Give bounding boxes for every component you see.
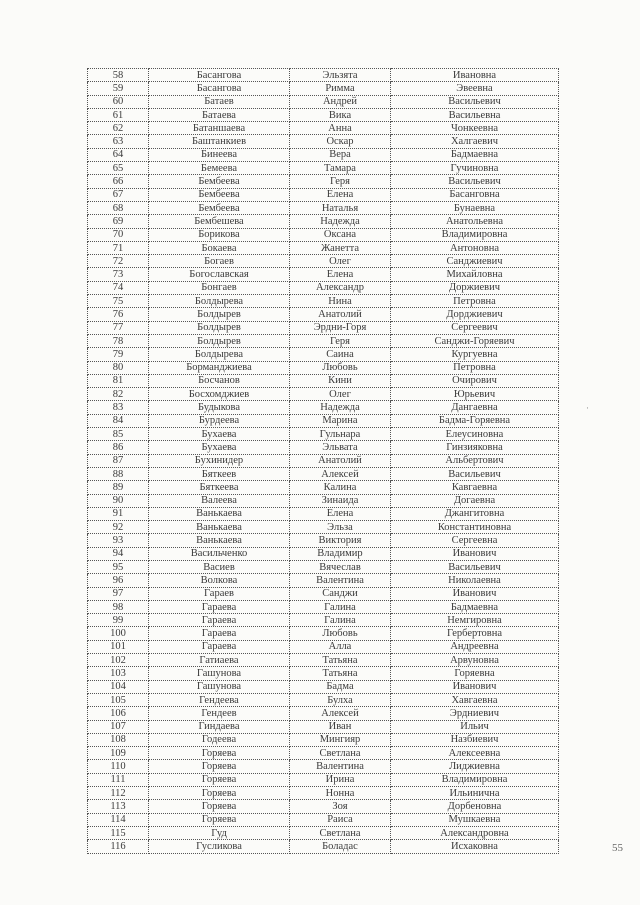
patronymic-cell: Исхаковна xyxy=(391,840,559,853)
first-name-cell: Бадма xyxy=(290,680,391,693)
patronymic-cell: Константиновна xyxy=(391,521,559,534)
table-row xyxy=(88,374,559,387)
table-row xyxy=(88,215,559,228)
patronymic-cell: Владимировна xyxy=(391,773,559,786)
patronymic-cell: Ильинична xyxy=(391,787,559,800)
table-row xyxy=(88,614,559,627)
row-number-cell: 87 xyxy=(88,454,149,467)
row-number-cell: 79 xyxy=(88,348,149,361)
last-name-cell: Баштанкиев xyxy=(149,135,290,148)
table-row xyxy=(88,800,559,813)
last-name-cell: Ванькаева xyxy=(149,534,290,547)
first-name-cell: Тамара xyxy=(290,162,391,175)
row-number-cell: 82 xyxy=(88,388,149,401)
table-row xyxy=(88,760,559,773)
table-row xyxy=(88,321,559,334)
last-name-cell: Васиев xyxy=(149,560,290,573)
first-name-cell: Эльзята xyxy=(290,69,391,82)
row-number-cell: 73 xyxy=(88,268,149,281)
first-name-cell: Жанетта xyxy=(290,241,391,254)
row-number-cell: 64 xyxy=(88,148,149,161)
table-row xyxy=(88,122,559,135)
patronymic-cell: Гинзияковна xyxy=(391,441,559,454)
table-row xyxy=(88,467,559,480)
row-number-cell: 114 xyxy=(88,813,149,826)
table-row xyxy=(88,707,559,720)
row-number-cell: 61 xyxy=(88,108,149,121)
first-name-cell: Светлана xyxy=(290,826,391,839)
patronymic-cell: Николаевна xyxy=(391,574,559,587)
first-name-cell: Гульнара xyxy=(290,428,391,441)
patronymic-cell: Иванович xyxy=(391,547,559,560)
row-number-cell: 103 xyxy=(88,667,149,680)
first-name-cell: Андрей xyxy=(290,95,391,108)
row-number-cell: 102 xyxy=(88,654,149,667)
last-name-cell: Гараева xyxy=(149,640,290,653)
table-row xyxy=(88,95,559,108)
patronymic-cell: Джангитовна xyxy=(391,507,559,520)
last-name-cell: Болдырев xyxy=(149,308,290,321)
last-name-cell: Батаев xyxy=(149,95,290,108)
row-number-cell: 74 xyxy=(88,281,149,294)
patronymic-cell: Мушкаевна xyxy=(391,813,559,826)
last-name-cell: Басангова xyxy=(149,82,290,95)
table-row xyxy=(88,348,559,361)
last-name-cell: Бокаева xyxy=(149,241,290,254)
first-name-cell: Елена xyxy=(290,507,391,520)
table-row xyxy=(88,255,559,268)
first-name-cell: Геря xyxy=(290,175,391,188)
table-row xyxy=(88,747,559,760)
patronymic-cell: Алексеевна xyxy=(391,747,559,760)
first-name-cell: Татьяна xyxy=(290,667,391,680)
row-number-cell: 70 xyxy=(88,228,149,241)
names-table-body xyxy=(88,69,559,854)
row-number-cell: 63 xyxy=(88,135,149,148)
first-name-cell: Валентина xyxy=(290,760,391,773)
table-row xyxy=(88,361,559,374)
row-number-cell: 85 xyxy=(88,428,149,441)
patronymic-cell: Догаевна xyxy=(391,494,559,507)
row-number-cell: 89 xyxy=(88,481,149,494)
patronymic-cell: Васильевич xyxy=(391,560,559,573)
last-name-cell: Гараева xyxy=(149,600,290,613)
row-number-cell: 67 xyxy=(88,188,149,201)
first-name-cell: Раиса xyxy=(290,813,391,826)
first-name-cell: Марина xyxy=(290,414,391,427)
first-name-cell: Эрдни-Горя xyxy=(290,321,391,334)
last-name-cell: Горяева xyxy=(149,813,290,826)
table-row xyxy=(88,587,559,600)
first-name-cell: Алексей xyxy=(290,707,391,720)
table-row xyxy=(88,148,559,161)
row-number-cell: 91 xyxy=(88,507,149,520)
last-name-cell: Волкова xyxy=(149,574,290,587)
table-row xyxy=(88,201,559,214)
row-number-cell: 101 xyxy=(88,640,149,653)
patronymic-cell: Александровна xyxy=(391,826,559,839)
table-row xyxy=(88,733,559,746)
patronymic-cell: Горяевна xyxy=(391,667,559,680)
table-row xyxy=(88,69,559,82)
first-name-cell: Иван xyxy=(290,720,391,733)
last-name-cell: Бяткеева xyxy=(149,481,290,494)
row-number-cell: 59 xyxy=(88,82,149,95)
first-name-cell: Эльвата xyxy=(290,441,391,454)
last-name-cell: Басангова xyxy=(149,69,290,82)
first-name-cell: Надежда xyxy=(290,401,391,414)
patronymic-cell: Иванович xyxy=(391,680,559,693)
table-row xyxy=(88,560,559,573)
patronymic-cell: Ильич xyxy=(391,720,559,733)
table-row xyxy=(88,654,559,667)
last-name-cell: Гуд xyxy=(149,826,290,839)
first-name-cell: Геря xyxy=(290,334,391,347)
first-name-cell: Любовь xyxy=(290,361,391,374)
patronymic-cell: Петровна xyxy=(391,295,559,308)
row-number-cell: 93 xyxy=(88,534,149,547)
first-name-cell: Валентина xyxy=(290,574,391,587)
table-row xyxy=(88,507,559,520)
row-number-cell: 96 xyxy=(88,574,149,587)
row-number-cell: 69 xyxy=(88,215,149,228)
row-number-cell: 94 xyxy=(88,547,149,560)
first-name-cell: Владимир xyxy=(290,547,391,560)
last-name-cell: Ванькаева xyxy=(149,521,290,534)
table-row xyxy=(88,481,559,494)
patronymic-cell: Назбиевич xyxy=(391,733,559,746)
last-name-cell: Болдырев xyxy=(149,321,290,334)
last-name-cell: Борманджиева xyxy=(149,361,290,374)
last-name-cell: Бембеева xyxy=(149,188,290,201)
table-row xyxy=(88,241,559,254)
patronymic-cell: Очирович xyxy=(391,374,559,387)
row-number-cell: 72 xyxy=(88,255,149,268)
row-number-cell: 112 xyxy=(88,787,149,800)
last-name-cell: Гатиаева xyxy=(149,654,290,667)
patronymic-cell: Гучиновна xyxy=(391,162,559,175)
last-name-cell: Горяева xyxy=(149,760,290,773)
patronymic-cell: Васильевич xyxy=(391,95,559,108)
patronymic-cell: Немгировна xyxy=(391,614,559,627)
first-name-cell: Оксана xyxy=(290,228,391,241)
first-name-cell: Булха xyxy=(290,693,391,706)
first-name-cell: Алла xyxy=(290,640,391,653)
first-name-cell: Санджи xyxy=(290,587,391,600)
first-name-cell: Олег xyxy=(290,255,391,268)
table-row xyxy=(88,627,559,640)
table-row xyxy=(88,693,559,706)
last-name-cell: Батаншаева xyxy=(149,122,290,135)
last-name-cell: Гендеев xyxy=(149,707,290,720)
last-name-cell: Горяева xyxy=(149,787,290,800)
first-name-cell: Виктория xyxy=(290,534,391,547)
last-name-cell: Болдырев xyxy=(149,334,290,347)
table-row xyxy=(88,388,559,401)
row-number-cell: 78 xyxy=(88,334,149,347)
table-row xyxy=(88,268,559,281)
row-number-cell: 71 xyxy=(88,241,149,254)
last-name-cell: Годеева xyxy=(149,733,290,746)
patronymic-cell: Халгаевич xyxy=(391,135,559,148)
row-number-cell: 92 xyxy=(88,521,149,534)
last-name-cell: Бембешева xyxy=(149,215,290,228)
first-name-cell: Эльза xyxy=(290,521,391,534)
first-name-cell: Калина xyxy=(290,481,391,494)
table-row xyxy=(88,720,559,733)
patronymic-cell: Антоновна xyxy=(391,241,559,254)
table-row xyxy=(88,162,559,175)
row-number-cell: 68 xyxy=(88,201,149,214)
patronymic-cell: Ивановна xyxy=(391,69,559,82)
last-name-cell: Гиндаева xyxy=(149,720,290,733)
last-name-cell: Бонгаев xyxy=(149,281,290,294)
first-name-cell: Мингияр xyxy=(290,733,391,746)
row-number-cell: 90 xyxy=(88,494,149,507)
patronymic-cell: Бадмаевна xyxy=(391,148,559,161)
row-number-cell: 97 xyxy=(88,587,149,600)
patronymic-cell: Бунаевна xyxy=(391,201,559,214)
last-name-cell: Борикова xyxy=(149,228,290,241)
first-name-cell: Саина xyxy=(290,348,391,361)
row-number-cell: 110 xyxy=(88,760,149,773)
patronymic-cell: Михайловна xyxy=(391,268,559,281)
first-name-cell: Елена xyxy=(290,188,391,201)
first-name-cell: Татьяна xyxy=(290,654,391,667)
first-name-cell: Александр xyxy=(290,281,391,294)
row-number-cell: 80 xyxy=(88,361,149,374)
first-name-cell: Анатолий xyxy=(290,454,391,467)
table-row xyxy=(88,667,559,680)
patronymic-cell: Эвеевна xyxy=(391,82,559,95)
last-name-cell: Гараев xyxy=(149,587,290,600)
table-row xyxy=(88,787,559,800)
row-number-cell: 60 xyxy=(88,95,149,108)
first-name-cell: Наталья xyxy=(290,201,391,214)
table-row xyxy=(88,82,559,95)
row-number-cell: 58 xyxy=(88,69,149,82)
last-name-cell: Болдырева xyxy=(149,348,290,361)
patronymic-cell: Елеусиновна xyxy=(391,428,559,441)
row-number-cell: 83 xyxy=(88,401,149,414)
table-row xyxy=(88,295,559,308)
row-number-cell: 98 xyxy=(88,600,149,613)
last-name-cell: Бухинидер xyxy=(149,454,290,467)
first-name-cell: Галина xyxy=(290,614,391,627)
table-row xyxy=(88,534,559,547)
first-name-cell: Алексей xyxy=(290,467,391,480)
patronymic-cell: Андреевна xyxy=(391,640,559,653)
last-name-cell: Валеева xyxy=(149,494,290,507)
patronymic-cell: Басанговна xyxy=(391,188,559,201)
row-number-cell: 99 xyxy=(88,614,149,627)
table-row xyxy=(88,454,559,467)
table-row xyxy=(88,175,559,188)
last-name-cell: Гараева xyxy=(149,614,290,627)
first-name-cell: Надежда xyxy=(290,215,391,228)
page-number: 55 xyxy=(612,842,623,854)
patronymic-cell: Васильевич xyxy=(391,175,559,188)
last-name-cell: Бемеева xyxy=(149,162,290,175)
first-name-cell: Любовь xyxy=(290,627,391,640)
last-name-cell: Горяева xyxy=(149,773,290,786)
table-row xyxy=(88,547,559,560)
patronymic-cell: Бадма-Горяевна xyxy=(391,414,559,427)
first-name-cell: Олег xyxy=(290,388,391,401)
row-number-cell: 108 xyxy=(88,733,149,746)
patronymic-cell: Владимировна xyxy=(391,228,559,241)
patronymic-cell: Чонкеевна xyxy=(391,122,559,135)
first-name-cell: Нонна xyxy=(290,787,391,800)
row-number-cell: 104 xyxy=(88,680,149,693)
row-number-cell: 76 xyxy=(88,308,149,321)
names-table xyxy=(87,68,559,854)
row-number-cell: 105 xyxy=(88,693,149,706)
table-row xyxy=(88,428,559,441)
table-row xyxy=(88,414,559,427)
table-row xyxy=(88,494,559,507)
row-number-cell: 88 xyxy=(88,467,149,480)
patronymic-cell: Бадмаевна xyxy=(391,600,559,613)
patronymic-cell: Эрдниевич xyxy=(391,707,559,720)
row-number-cell: 100 xyxy=(88,627,149,640)
table-row xyxy=(88,600,559,613)
patronymic-cell: Анатольевна xyxy=(391,215,559,228)
patronymic-cell: Хавгаевна xyxy=(391,693,559,706)
table-row xyxy=(88,826,559,839)
patronymic-cell: Васильевна xyxy=(391,108,559,121)
table-row xyxy=(88,521,559,534)
row-number-cell: 115 xyxy=(88,826,149,839)
last-name-cell: Богаев xyxy=(149,255,290,268)
first-name-cell: Вика xyxy=(290,108,391,121)
table-row xyxy=(88,574,559,587)
patronymic-cell: Доржиевич xyxy=(391,281,559,294)
patronymic-cell: Дорджиевич xyxy=(391,308,559,321)
row-number-cell: 111 xyxy=(88,773,149,786)
row-number-cell: 113 xyxy=(88,800,149,813)
table-row xyxy=(88,108,559,121)
last-name-cell: Ванькаева xyxy=(149,507,290,520)
last-name-cell: Богославская xyxy=(149,268,290,281)
table-row xyxy=(88,188,559,201)
first-name-cell: Ирина xyxy=(290,773,391,786)
last-name-cell: Бухаева xyxy=(149,441,290,454)
table-row xyxy=(88,441,559,454)
row-number-cell: 95 xyxy=(88,560,149,573)
table-row xyxy=(88,813,559,826)
last-name-cell: Васильченко xyxy=(149,547,290,560)
first-name-cell: Вера xyxy=(290,148,391,161)
first-name-cell: Зинаида xyxy=(290,494,391,507)
patronymic-cell: Сергеевна xyxy=(391,534,559,547)
table-row xyxy=(88,135,559,148)
last-name-cell: Бембеева xyxy=(149,175,290,188)
last-name-cell: Бембеева xyxy=(149,201,290,214)
patronymic-cell: Дангаевна xyxy=(391,401,559,414)
last-name-cell: Бинеева xyxy=(149,148,290,161)
table-row xyxy=(88,308,559,321)
row-number-cell: 81 xyxy=(88,374,149,387)
patronymic-cell: Санджиевич xyxy=(391,255,559,268)
first-name-cell: Нина xyxy=(290,295,391,308)
patronymic-cell: Лиджиевна xyxy=(391,760,559,773)
table-row xyxy=(88,228,559,241)
last-name-cell: Гашунова xyxy=(149,680,290,693)
table-row xyxy=(88,680,559,693)
row-number-cell: 62 xyxy=(88,122,149,135)
row-number-cell: 106 xyxy=(88,707,149,720)
last-name-cell: Гараева xyxy=(149,627,290,640)
row-number-cell: 107 xyxy=(88,720,149,733)
patronymic-cell: Кургуевна xyxy=(391,348,559,361)
first-name-cell: Оскар xyxy=(290,135,391,148)
first-name-cell: Боладас xyxy=(290,840,391,853)
patronymic-cell: Гербертовна xyxy=(391,627,559,640)
patronymic-cell: Санджи-Горяевич xyxy=(391,334,559,347)
last-name-cell: Босхомджиев xyxy=(149,388,290,401)
first-name-cell: Елена xyxy=(290,268,391,281)
table-row xyxy=(88,773,559,786)
patronymic-cell: Альбертович xyxy=(391,454,559,467)
patronymic-cell: Петровна xyxy=(391,361,559,374)
last-name-cell: Бяткеев xyxy=(149,467,290,480)
row-number-cell: 116 xyxy=(88,840,149,853)
patronymic-cell: Васильевич xyxy=(391,467,559,480)
first-name-cell: Анна xyxy=(290,122,391,135)
last-name-cell: Гашунова xyxy=(149,667,290,680)
last-name-cell: Горяева xyxy=(149,747,290,760)
table-row xyxy=(88,281,559,294)
row-number-cell: 84 xyxy=(88,414,149,427)
patronymic-cell: Кавгаевна xyxy=(391,481,559,494)
row-number-cell: 77 xyxy=(88,321,149,334)
row-number-cell: 65 xyxy=(88,162,149,175)
patronymic-cell: Арвуновна xyxy=(391,654,559,667)
last-name-cell: Босчанов xyxy=(149,374,290,387)
last-name-cell: Батаева xyxy=(149,108,290,121)
first-name-cell: Галина xyxy=(290,600,391,613)
margin-mark: · xyxy=(586,403,589,413)
first-name-cell: Анатолий xyxy=(290,308,391,321)
first-name-cell: Светлана xyxy=(290,747,391,760)
last-name-cell: Бурдеева xyxy=(149,414,290,427)
patronymic-cell: Иванович xyxy=(391,587,559,600)
table-row xyxy=(88,401,559,414)
table-row xyxy=(88,840,559,853)
last-name-cell: Бухаева xyxy=(149,428,290,441)
last-name-cell: Гендеева xyxy=(149,693,290,706)
last-name-cell: Будыкова xyxy=(149,401,290,414)
table-row xyxy=(88,640,559,653)
first-name-cell: Зоя xyxy=(290,800,391,813)
row-number-cell: 86 xyxy=(88,441,149,454)
first-name-cell: Вячеслав xyxy=(290,560,391,573)
row-number-cell: 109 xyxy=(88,747,149,760)
first-name-cell: Кини xyxy=(290,374,391,387)
row-number-cell: 75 xyxy=(88,295,149,308)
patronymic-cell: Юрьевич xyxy=(391,388,559,401)
last-name-cell: Гусликова xyxy=(149,840,290,853)
last-name-cell: Горяева xyxy=(149,800,290,813)
patronymic-cell: Дорбеновна xyxy=(391,800,559,813)
last-name-cell: Болдырева xyxy=(149,295,290,308)
patronymic-cell: Сергеевич xyxy=(391,321,559,334)
first-name-cell: Римма xyxy=(290,82,391,95)
row-number-cell: 66 xyxy=(88,175,149,188)
table-row xyxy=(88,334,559,347)
